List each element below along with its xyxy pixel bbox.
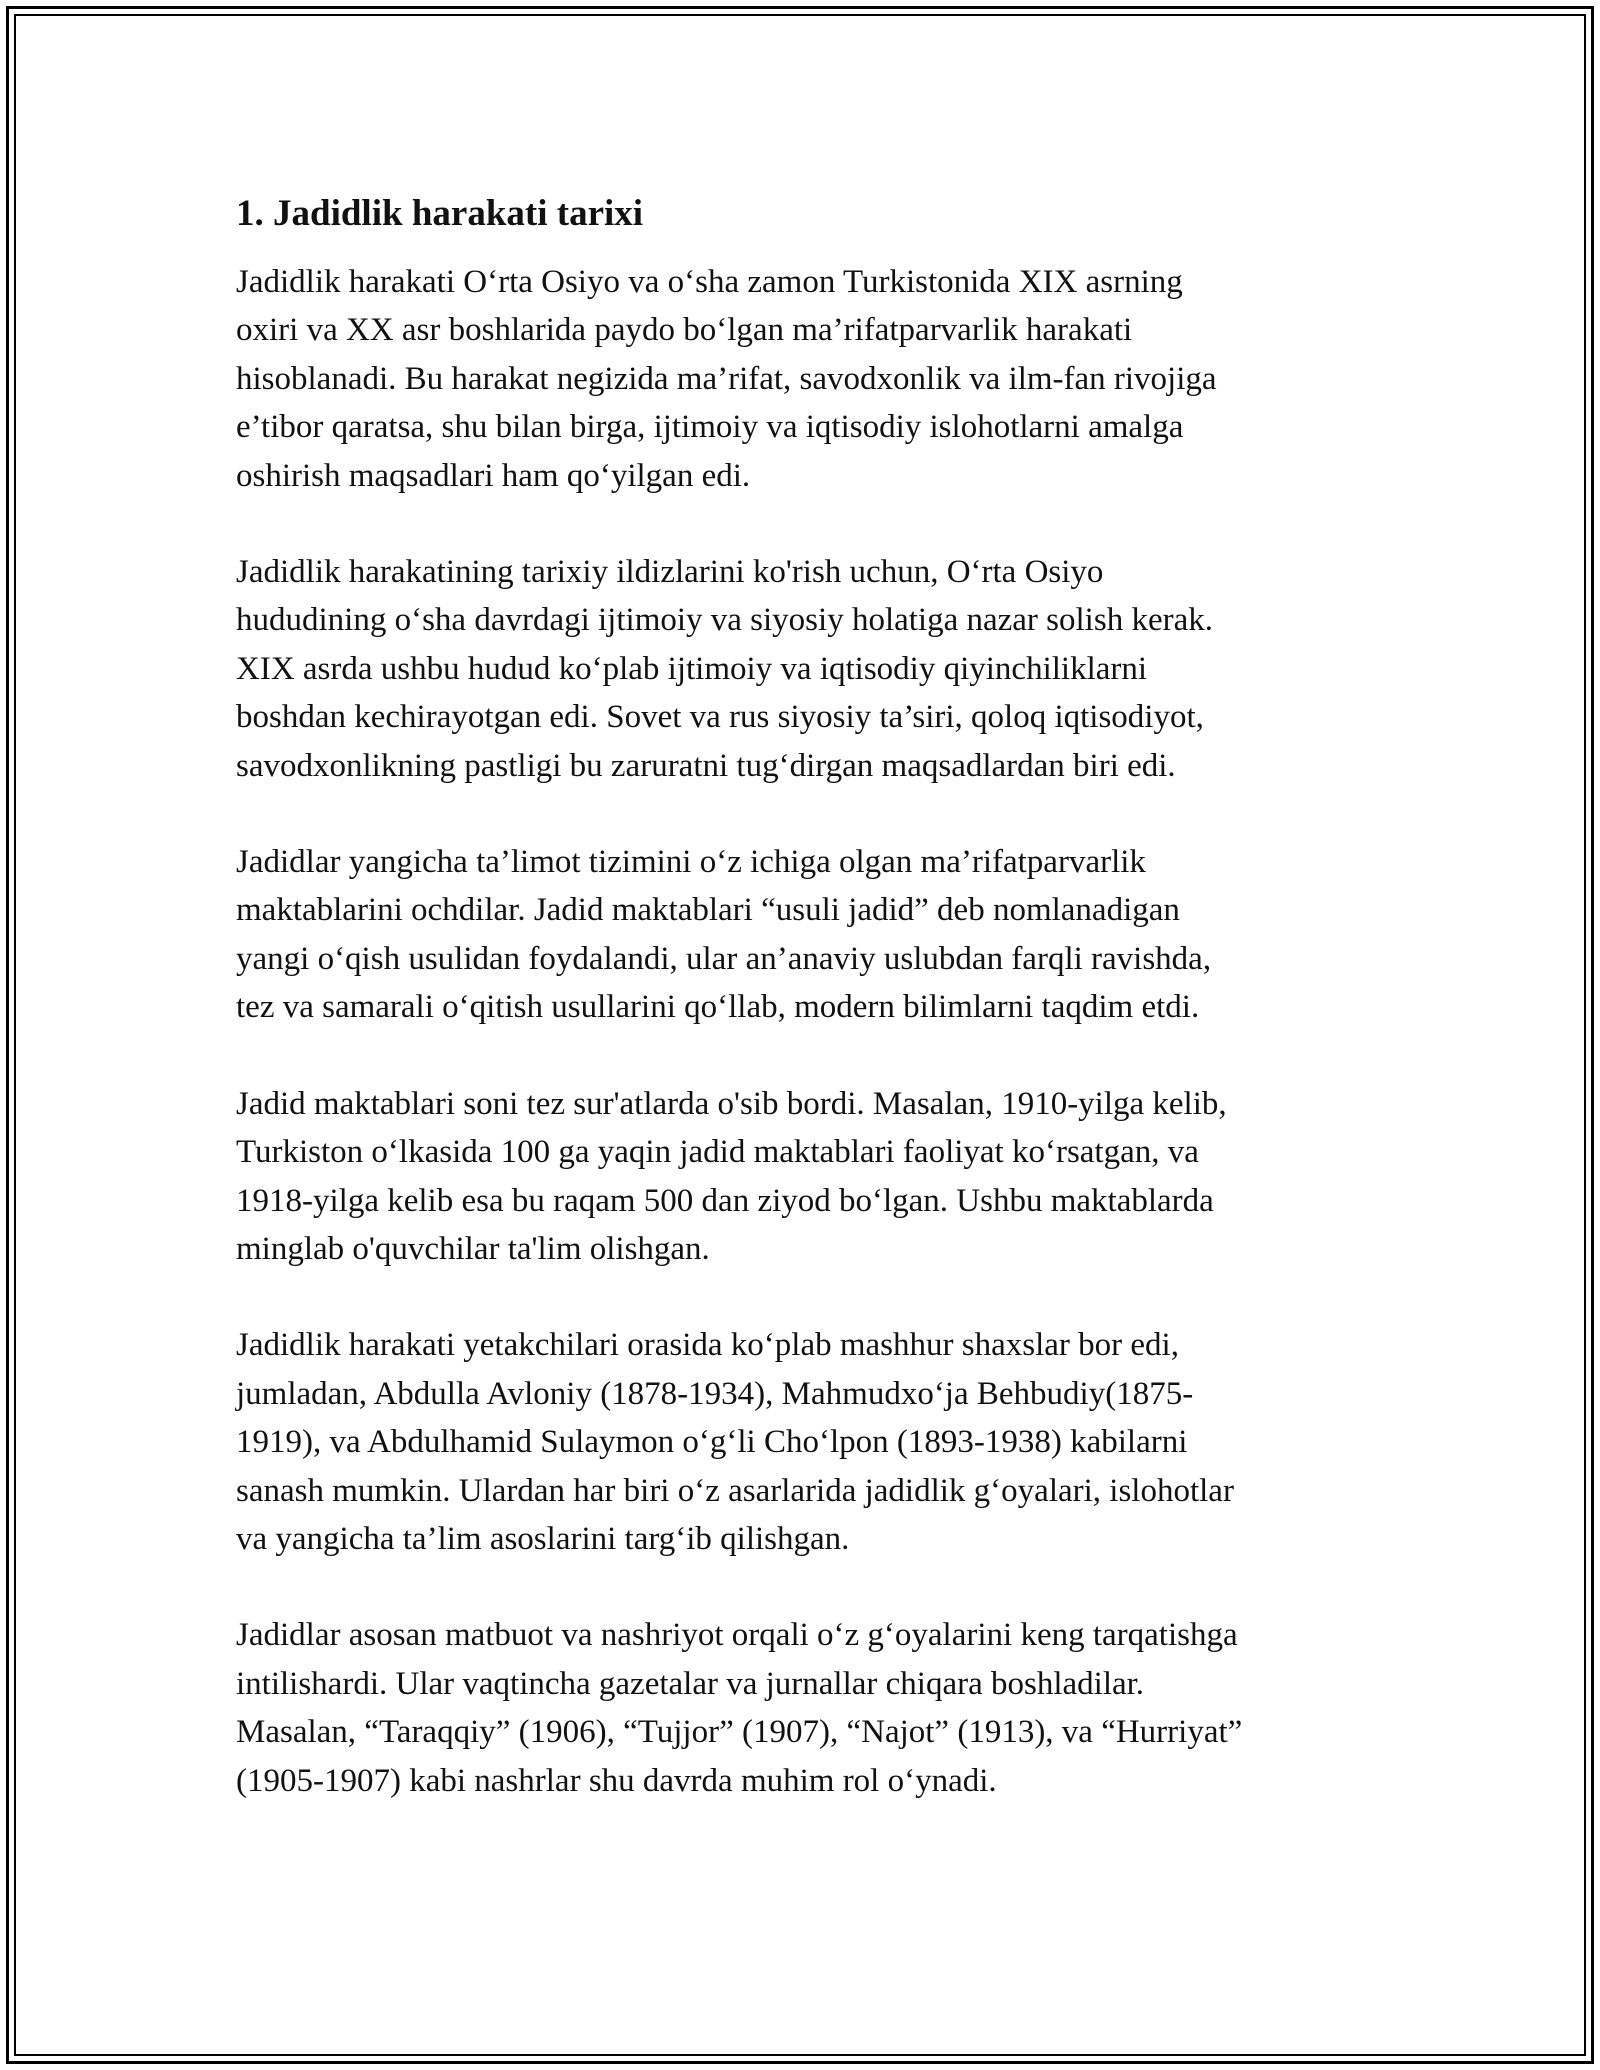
paragraph-4 — [236, 1080, 1376, 1274]
paragraph-line: minglab o'quvchilar ta'lim olishgan. — [236, 1230, 710, 1267]
paragraph-line: Jadidlik harakati O‘rta Osiyo va o‘sha zamon Turkistonida XIX asrning — [236, 264, 1183, 300]
paragraph-line: 1918-yilga kelib esa bu raqam 500 dan ziyod bo‘lgan. Ushbu maktablarda — [236, 1182, 1214, 1219]
paragraph-line: (1905-1907) kabi nashrlar shu davrda muhim rol o‘ynadi. — [236, 1762, 997, 1799]
paragraph-line: Jadidlik harakati yetakchilari orasida ko‘plab mashhur shaxslar bor edi, — [236, 1327, 1179, 1364]
paragraph-line: savodxonlikning pastligi bu zaruratni tug‘dirgan maqsadlardan biri edi. — [236, 747, 1176, 784]
paragraph-line: maktablarini ochdilar. Jadid maktablari “usuli jadid” deb nomlanadigan — [236, 892, 1180, 929]
paragraph-line: 1919), va Abdulhamid Sulaymon o‘g‘li Cho‘lpon (1893-1938) kabilarni — [236, 1424, 1188, 1461]
paragraph-line: va yangicha ta’lim asoslarini targ‘ib qilishgan. — [236, 1520, 850, 1557]
paragraph-3 — [236, 838, 1376, 1032]
paragraph-line: boshdan kechirayotgan edi. Sovet va rus siyosiy ta’siri, qoloq iqtisodiyot, — [236, 699, 1204, 736]
paragraph-line: sanash mumkin. Ulardan har biri o‘z asarlarida jadidlik g‘oyalari, islohotlar — [236, 1472, 1234, 1509]
paragraph-line: Jadidlar asosan matbuot va nashriyot orqali o‘z g‘oyalarini keng tarqatishga — [236, 1617, 1238, 1654]
paragraph-line: e’tibor qaratsa, shu bilan birga, ijtimoiy va iqtisodiy islohotlarni amalga — [236, 409, 1184, 446]
section-heading: 1. Jadidlik harakati tarixi — [236, 193, 644, 234]
paragraph-line: Jadidlik harakatining tarixiy ildizlarini ko'rish uchun, O‘rta Osiyo — [236, 554, 1104, 591]
paragraph-line: Turkiston o‘lkasida 100 ga yaqin jadid maktablari faoliyat ko‘rsatgan, va — [236, 1134, 1199, 1171]
paragraph-line: jumladan, Abdulla Avloniy (1878-1934), Mahmudxo‘ja Behbudiy(1875- — [236, 1375, 1194, 1412]
paragraph-line: yangi o‘qish usulidan foydalandi, ular an’anaviy uslubdan farqli ravishda, — [236, 940, 1212, 977]
paragraph-line: hisoblanadi. Bu harakat negizida ma’rifat, savodxonlik va ilm-fan rivojiga — [236, 360, 1217, 397]
paragraph-1 — [236, 258, 1376, 500]
paragraph-line: tez va samarali o‘qitish usullarini qo‘llab, modern bilimlarni taqdim etdi. — [236, 989, 1200, 1026]
document-body — [236, 190, 1376, 1853]
paragraph-line: Jadidlar yangicha ta’limot tizimini o‘z ichiga olgan ma’rifatparvarlik — [236, 844, 1146, 881]
paragraph-line: XIX asrda ushbu hudud ko‘plab ijtimoiy va iqtisodiy qiyinchiliklarni — [236, 650, 1148, 687]
paragraph-line: oxiri va XX asr boshlarida paydo bo‘lgan ma’rifatparvarlik harakati — [236, 312, 1133, 349]
paragraph-2 — [236, 548, 1376, 790]
paragraph-line: oshirish maqsadlari ham qo‘yilgan edi. — [236, 457, 751, 494]
paragraph-line: hududining o‘sha davrdagi ijtimoiy va siyosiy holatiga nazar solish kerak. — [236, 602, 1213, 639]
paragraph-line: Masalan, “Taraqqiy” (1906), “Tujjor” (1907), “Najot” (1913), va “Hurriyat” — [236, 1714, 1243, 1751]
paragraph-line: intilishardi. Ular vaqtincha gazetalar va jurnallar chiqara boshladilar. — [236, 1665, 1145, 1702]
paragraph-line: Jadid maktablari soni tez sur'atlarda o'sib bordi. Masalan, 1910-yilga kelib, — [236, 1085, 1227, 1122]
paragraph-5 — [236, 1321, 1376, 1563]
paragraph-6 — [236, 1611, 1376, 1805]
